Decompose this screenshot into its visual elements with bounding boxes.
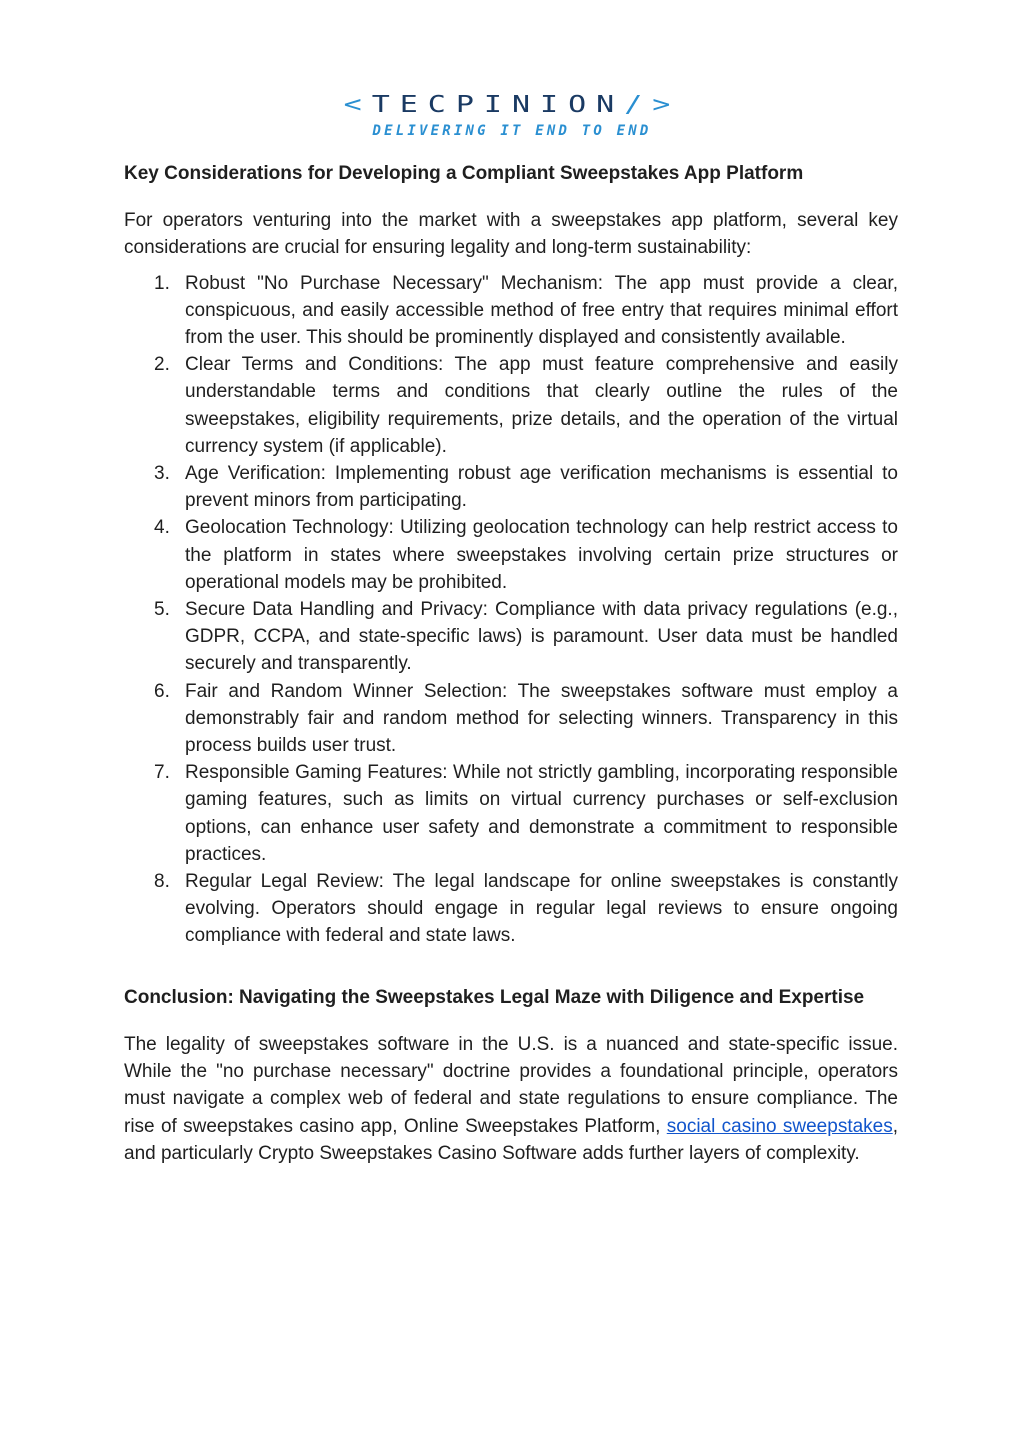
list-item-text: Clear Terms and Conditions: The app must feature comprehensive and easily understandable terms and conditions that clearly outline the rules of the sweepstakes, eligibility requirements, prize details, and the operation of the virtual currency system (if applicable).: [185, 354, 898, 457]
list-item-text: Secure Data Handling and Privacy: Compliance with data privacy regulations (e.g., GDPR, CCPA, and state-specific laws) is paramount. User data must be handled securely and transparently.: [185, 599, 898, 675]
list-item-number: 4.: [154, 517, 170, 539]
logo-name: TECPINION: [371, 90, 625, 119]
list-item-text: Responsible Gaming Features: While not strictly gambling, incorporating responsible gaming features, such as limits on virtual currency purchases or self-exclusion options, can enhance user safety and demonstrate a commitment to responsible practices.: [185, 762, 898, 865]
logo-tagline: DELIVERING IT END TO END: [372, 123, 652, 139]
document-body: [124, 160, 898, 1167]
list-item: [124, 270, 898, 352]
list-item: [124, 351, 898, 460]
list-item: [124, 460, 898, 514]
list-item-number: 7.: [154, 762, 170, 784]
logo-close-bracket: />: [624, 90, 681, 119]
list-item: [124, 514, 898, 596]
list-item: [124, 868, 898, 950]
list-item-text: Robust "No Purchase Necessary" Mechanism: The app must provide a clear, conspicuous, and easily accessible method of free entry that requires minimal effort from the user. This should be prominently displayed and consistently available.: [185, 272, 898, 349]
intro-paragraph: For operators venturing into the market with a sweepstakes app platform, several key considerations are crucial for ensuring legality and long-term sustainability:: [124, 210, 898, 259]
list-item-number: 8.: [154, 871, 170, 893]
list-item-text: Fair and Random Winner Selection: The sweepstakes software must employ a demonstrably fair and random method for selecting winners. Transparency in this process builds user trust.: [185, 680, 898, 757]
logo-wordmark: [344, 92, 681, 119]
list-item: [124, 759, 898, 868]
conclusion-paragraph: [124, 1031, 898, 1167]
section-title: Key Considerations for Developing a Compliant Sweepstakes App Platform: [124, 163, 804, 184]
social-casino-sweepstakes-link[interactable]: social casino sweepstakes: [666, 1115, 893, 1137]
tecpinion-logo: [0, 88, 1024, 139]
conclusion-title: Conclusion: Navigating the Sweepstakes Legal Maze with Diligence and Expertise: [124, 986, 865, 1008]
list-item-text: Regular Legal Review: The legal landscape for online sweepstakes is constantly evolving. Operators should engage in regular legal reviews to ensure ongoing compliance with federal and state laws.: [185, 871, 898, 947]
conclusion-text-start: The legality of sweepstakes software in the U.S. is a nuanced and state-specific issue. While the "no purchase necessary" doctrine provides a foundational principle, operators must navigate a complex web of federal and state regulations to ensure compliance. The rise of sweepstakes casino app, Online Sweepstakes Platform,: [124, 1033, 898, 1137]
list-item-number: 5.: [154, 599, 170, 621]
list-item-number: 1.: [154, 272, 170, 294]
list-item-number: 2.: [154, 354, 170, 376]
list-item-text: Geolocation Technology: Utilizing geolocation technology can help restrict access to the platform in states where sweepstakes involving certain prize structures or operational models may be prohibited.: [185, 517, 898, 593]
list-item: [124, 678, 898, 760]
list-item-number: 3.: [154, 463, 170, 485]
list-item-number: 6.: [154, 680, 170, 702]
logo-open-bracket: <: [343, 90, 372, 119]
conclusion-text-end: , and particularly Crypto Sweepstakes Casino Software adds further layers of complexity.: [124, 1115, 899, 1164]
considerations-list: [124, 270, 898, 950]
list-item: [124, 596, 898, 678]
list-item-text: Age Verification: Implementing robust age verification mechanisms is essential to prevent minors from participating.: [185, 463, 898, 512]
